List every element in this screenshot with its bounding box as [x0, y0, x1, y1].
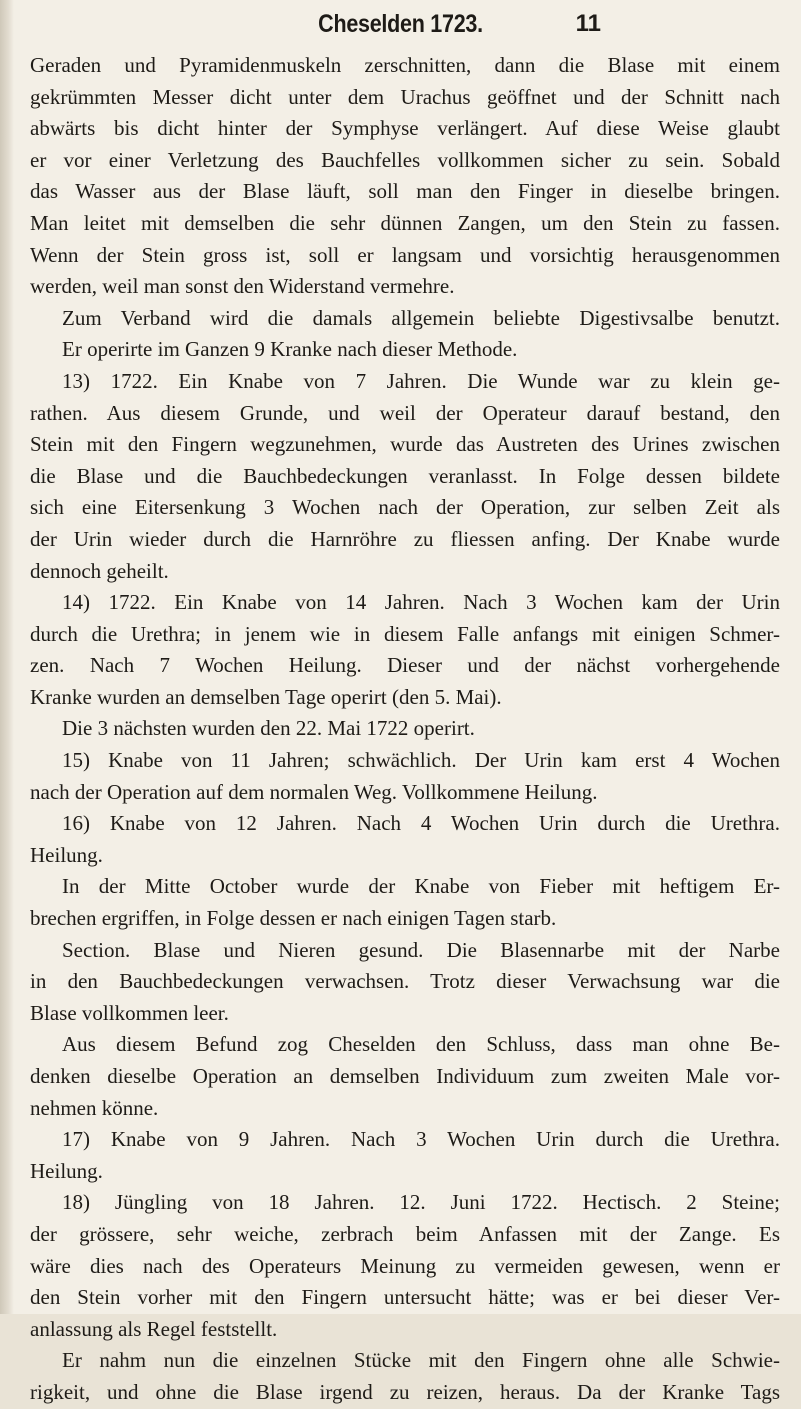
text-line: abwärts bis dicht hinter der Symphyse verlängert. Auf diese Weise glaubt — [30, 116, 780, 141]
text-line: der Urin wieder durch die Harnröhre zu fliessen anfing. Der Knabe wurde — [30, 526, 780, 551]
text-line: der grössere, sehr weiche, zerbrach beim Anfassen mit der Zange. Es — [30, 1221, 780, 1246]
text-line: dennoch geheilt. — [30, 558, 169, 583]
text-line: Heilung. — [30, 1158, 103, 1183]
text-line: rigkeit, und ohne die Blase irgend zu reizen, heraus. Da der Kranke Tags — [30, 1379, 780, 1404]
text-line: Wenn der Stein gross ist, soll er langsam und vorsichtig herausgenommen — [30, 242, 780, 267]
text-line: Geraden und Pyramidenmuskeln zerschnitten, dann die Blase mit einem — [30, 53, 780, 77]
text-line: nehmen könne. — [30, 1095, 159, 1120]
page-gutter-shadow — [0, 0, 14, 1314]
text-line: 18) Jüngling von 18 Jahren. 12. Juni 1722. Hectisch. 2 Steine; — [62, 1190, 780, 1215]
text-line: Er nahm nun die einzelnen Stücke mit den Fingern ohne alle Schwie- — [62, 1348, 780, 1373]
text-line: rathen. Aus diesem Grunde, und weil der Operateur darauf bestand, den — [30, 400, 780, 425]
text-line: Blase vollkommen leer. — [30, 1000, 229, 1025]
text-line: anlassung als Regel feststellt. — [30, 1316, 278, 1341]
text-line: 17) Knabe von 9 Jahren. Nach 3 Wochen Urin durch die Urethra. — [62, 1127, 780, 1152]
text-line: 14) 1722. Ein Knabe von 14 Jahren. Nach 3 Wochen kam der Urin — [62, 590, 780, 615]
text-line: den Stein vorher mit den Fingern untersucht hätte; was er bei dieser Ver- — [30, 1285, 780, 1310]
page-header — [0, 8, 801, 48]
text-line: Kranke wurden an demselben Tage operirt (den 5. Mai). — [30, 684, 502, 709]
text-line: die Blase und die Bauchbedeckungen veranlasst. In Folge dessen bildete — [30, 463, 780, 488]
text-line: In der Mitte October wurde der Knabe von Fieber mit heftigem Er- — [62, 874, 780, 899]
text-line: brechen ergriffen, in Folge dessen er nach einigen Tagen starb. — [30, 906, 557, 931]
page-number: 11 — [575, 10, 601, 37]
text-line: Die 3 nächsten wurden den 22. Mai 1722 operirt. — [62, 716, 475, 741]
text-line: Zum Verband wird die damals allgemein beliebte Digestivsalbe benutzt. — [62, 305, 780, 330]
body-text — [30, 50, 780, 1409]
text-line: 13) 1722. Ein Knabe von 7 Jahren. Die Wunde war zu klein ge- — [62, 368, 780, 393]
text-line: in den Bauchbedeckungen verwachsen. Trotz dieser Verwachsung war die — [30, 969, 780, 994]
text-line: sich eine Eitersenkung 3 Wochen nach der Operation, zur selben Zeit als — [30, 495, 780, 520]
text-line: 15) Knabe von 11 Jahren; schwächlich. Der Urin kam erst 4 Wochen — [62, 748, 780, 773]
text-line: nach der Operation auf dem normalen Weg. Vollkommene Heilung. — [30, 779, 598, 804]
text-line: durch die Urethra; in jenem wie in diesem Falle anfangs mit einigen Schmer- — [30, 621, 780, 646]
running-title: Cheselden 1723. — [318, 10, 483, 38]
text-line: Aus diesem Befund zog Cheselden den Schluss, dass man ohne Be- — [62, 1032, 780, 1057]
text-line: er vor einer Verletzung des Bauchfelles vollkommen sicher zu sein. Sobald — [30, 147, 780, 172]
text-line: 16) Knabe von 12 Jahren. Nach 4 Wochen Urin durch die Urethra. — [62, 811, 780, 836]
text-line: Man leitet mit demselben die sehr dünnen Zangen, um den Stein zu fassen. — [30, 210, 780, 235]
text-line: das Wasser aus der Blase läuft, soll man den Finger in dieselbe bringen. — [30, 179, 780, 204]
text-line: zen. Nach 7 Wochen Heilung. Dieser und der nächst vorhergehende — [30, 653, 780, 678]
text-line: werden, weil man sonst den Widerstand vermehre. — [30, 274, 455, 299]
text-line: wäre dies nach des Operateurs Meinung zu vermeiden gewesen, wenn er — [30, 1253, 780, 1278]
text-line: gekrümmten Messer dicht unter dem Urachus geöffnet und der Schnitt nach — [30, 84, 780, 109]
text-line: Er operirte im Ganzen 9 Kranke nach dieser Methode. — [62, 337, 518, 362]
text-line: Section. Blase und Nieren gesund. Die Blasennarbe mit der Narbe — [62, 937, 780, 962]
text-line: denken dieselbe Operation an demselben Individuum zum zweiten Male vor- — [30, 1064, 780, 1088]
text-line: Heilung. — [30, 842, 103, 867]
text-line: Stein mit den Fingern wegzunehmen, wurde das Austreten des Urines zwischen — [30, 432, 780, 457]
